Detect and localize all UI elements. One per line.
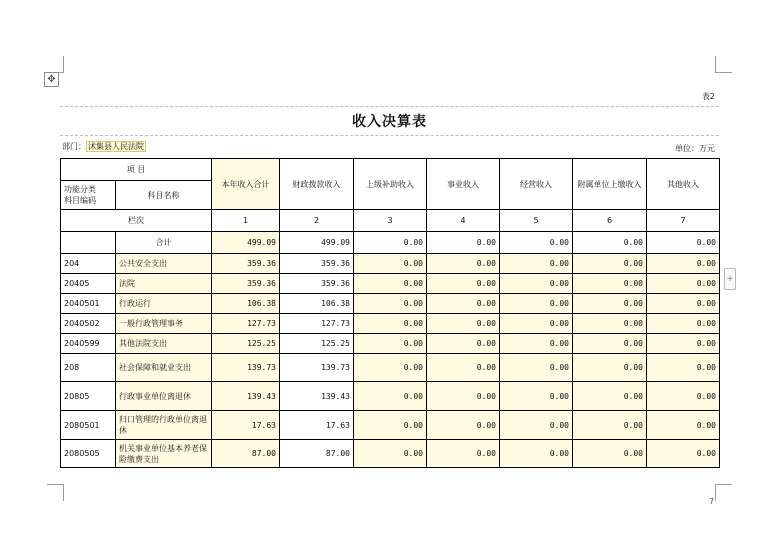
row-value[interactable]: 139.43 [212,382,280,411]
row-code[interactable]: 2080505 [61,440,116,468]
total-value[interactable]: 0.00 [500,232,573,254]
dept-value[interactable]: 沭集县人民法院 [88,142,144,151]
row-value[interactable]: 0.00 [500,440,573,468]
header-col-4: 事业收入 [427,159,500,210]
total-value[interactable]: 0.00 [354,232,427,254]
table-move-handle-icon[interactable]: ✥ [44,72,59,87]
row-name[interactable]: 公共安全支出 [116,254,212,274]
row-value[interactable]: 0.00 [500,254,573,274]
row-value[interactable]: 139.73 [212,354,280,382]
row-value[interactable]: 0.00 [573,254,647,274]
row-value[interactable]: 0.00 [647,254,720,274]
row-value[interactable]: 0.00 [354,314,427,334]
table-row [61,274,720,294]
row-value[interactable]: 0.00 [573,382,647,411]
row-value[interactable]: 0.00 [427,254,500,274]
row-value[interactable]: 0.00 [647,411,720,440]
table-tag-row [60,86,719,107]
page-corner-bottom-right [715,484,732,501]
row-value[interactable]: 0.00 [573,354,647,382]
row-value[interactable]: 0.00 [354,294,427,314]
row-value[interactable]: 0.00 [647,382,720,411]
income-table [60,158,720,468]
row-value[interactable]: 0.00 [500,411,573,440]
row-value[interactable]: 0.00 [500,334,573,354]
row-value[interactable]: 0.00 [427,382,500,411]
header-code: 功能分类 科目编码 [61,181,116,210]
table-row [61,382,720,411]
row-value[interactable]: 87.00 [280,440,354,468]
row-code[interactable]: 20805 [61,382,116,411]
row-value[interactable]: 125.25 [212,334,280,354]
row-value[interactable]: 106.38 [280,294,354,314]
row-value[interactable]: 139.43 [280,382,354,411]
table-row [61,254,720,274]
row-value[interactable]: 0.00 [427,294,500,314]
total-value[interactable]: 499.09 [280,232,354,254]
row-value[interactable]: 0.00 [354,274,427,294]
index-label: 栏次 [61,210,212,232]
row-value[interactable]: 125.25 [280,334,354,354]
row-value[interactable]: 0.00 [427,354,500,382]
table-row [61,411,720,440]
row-value[interactable]: 0.00 [573,314,647,334]
row-value[interactable]: 139.73 [280,354,354,382]
table-row [61,314,720,334]
page-number: 7 [709,497,715,506]
row-value[interactable]: 127.73 [280,314,354,334]
row-name[interactable]: 归口管理的行政单位离退休 [116,411,212,440]
row-value[interactable]: 106.38 [212,294,280,314]
row-value[interactable]: 0.00 [354,334,427,354]
index-num: 2 [280,210,354,232]
row-name[interactable]: 行政事业单位离退休 [116,382,212,411]
page-title: 收入决算表 [60,107,719,136]
row-value[interactable]: 0.00 [647,440,720,468]
total-value[interactable]: 0.00 [647,232,720,254]
row-value[interactable]: 0.00 [427,274,500,294]
add-row-icon[interactable]: + [724,268,736,290]
index-num: 5 [500,210,573,232]
row-value[interactable]: 17.63 [212,411,280,440]
row-value[interactable]: 0.00 [573,440,647,468]
row-value[interactable]: 0.00 [500,354,573,382]
page-corner-top-right [715,56,732,73]
row-value[interactable]: 0.00 [647,334,720,354]
header-item: 项 目 [61,159,212,181]
row-code[interactable]: 2040599 [61,334,116,354]
row-value[interactable]: 359.36 [280,274,354,294]
row-value[interactable]: 0.00 [500,314,573,334]
row-value[interactable]: 0.00 [647,314,720,334]
row-code[interactable]: 208 [61,354,116,382]
total-code [61,232,116,254]
index-num: 3 [354,210,427,232]
header-col-5: 经营收入 [500,159,573,210]
row-value[interactable]: 0.00 [427,314,500,334]
total-value[interactable]: 0.00 [427,232,500,254]
dept-field [62,141,146,152]
row-value[interactable]: 359.36 [280,254,354,274]
row-value[interactable]: 0.00 [427,440,500,468]
header-name: 科目名称 [116,181,212,210]
total-value[interactable]: 0.00 [573,232,647,254]
header-col-7: 其他收入 [647,159,720,210]
row-value[interactable]: 0.00 [427,334,500,354]
row-value[interactable]: 359.36 [212,254,280,274]
row-value[interactable]: 0.00 [500,294,573,314]
table-tag: 表2 [701,92,715,101]
row-value[interactable]: 359.36 [212,274,280,294]
header-col-1: 本年收入合计 [212,159,280,210]
row-value[interactable]: 0.00 [647,294,720,314]
row-code[interactable]: 20405 [61,274,116,294]
row-value[interactable]: 0.00 [500,274,573,294]
document-sheet [60,86,719,158]
row-name[interactable]: 机关事业单位基本养老保险缴费支出 [116,440,212,468]
page-corner-top-left [47,56,64,73]
row-code[interactable]: 2040501 [61,294,116,314]
row-value[interactable]: 0.00 [354,382,427,411]
row-name[interactable]: 法院 [116,274,212,294]
row-value[interactable]: 0.00 [354,354,427,382]
row-name[interactable]: 一般行政管理事务 [116,314,212,334]
row-value[interactable]: 0.00 [647,274,720,294]
row-value[interactable]: 0.00 [500,382,573,411]
total-row [61,232,720,254]
row-value[interactable]: 0.00 [354,254,427,274]
row-value[interactable]: 0.00 [573,274,647,294]
row-value[interactable]: 127.73 [212,314,280,334]
row-value[interactable]: 0.00 [354,411,427,440]
row-code[interactable]: 2080501 [61,411,116,440]
table-row [61,354,720,382]
row-value[interactable]: 0.00 [573,294,647,314]
unit-label: 单位：万元 [675,144,715,153]
row-value[interactable]: 87.00 [212,440,280,468]
info-row [60,136,719,158]
header-col-2: 财政拨款收入 [280,159,354,210]
row-value[interactable]: 0.00 [354,440,427,468]
dept-label: 部门： [62,142,86,151]
table-row [61,334,720,354]
index-num: 4 [427,210,500,232]
total-value[interactable]: 499.09 [212,232,280,254]
row-name[interactable]: 行政运行 [116,294,212,314]
header-col-6: 附属单位上缴收入 [573,159,647,210]
row-value[interactable]: 0.00 [427,411,500,440]
row-code[interactable]: 204 [61,254,116,274]
row-value[interactable]: 0.00 [573,334,647,354]
index-num: 1 [212,210,280,232]
page-corner-bottom-left [47,484,64,501]
index-num: 7 [647,210,720,232]
row-code[interactable]: 2040502 [61,314,116,334]
table-row [61,440,720,468]
table-row [61,294,720,314]
total-label: 合计 [116,232,212,254]
header-col-3: 上级补助收入 [354,159,427,210]
row-value[interactable]: 0.00 [573,411,647,440]
row-name[interactable]: 其他法院支出 [116,334,212,354]
row-name[interactable]: 社会保障和就业支出 [116,354,212,382]
row-value[interactable]: 17.63 [280,411,354,440]
row-value[interactable]: 0.00 [647,354,720,382]
index-num: 6 [573,210,647,232]
